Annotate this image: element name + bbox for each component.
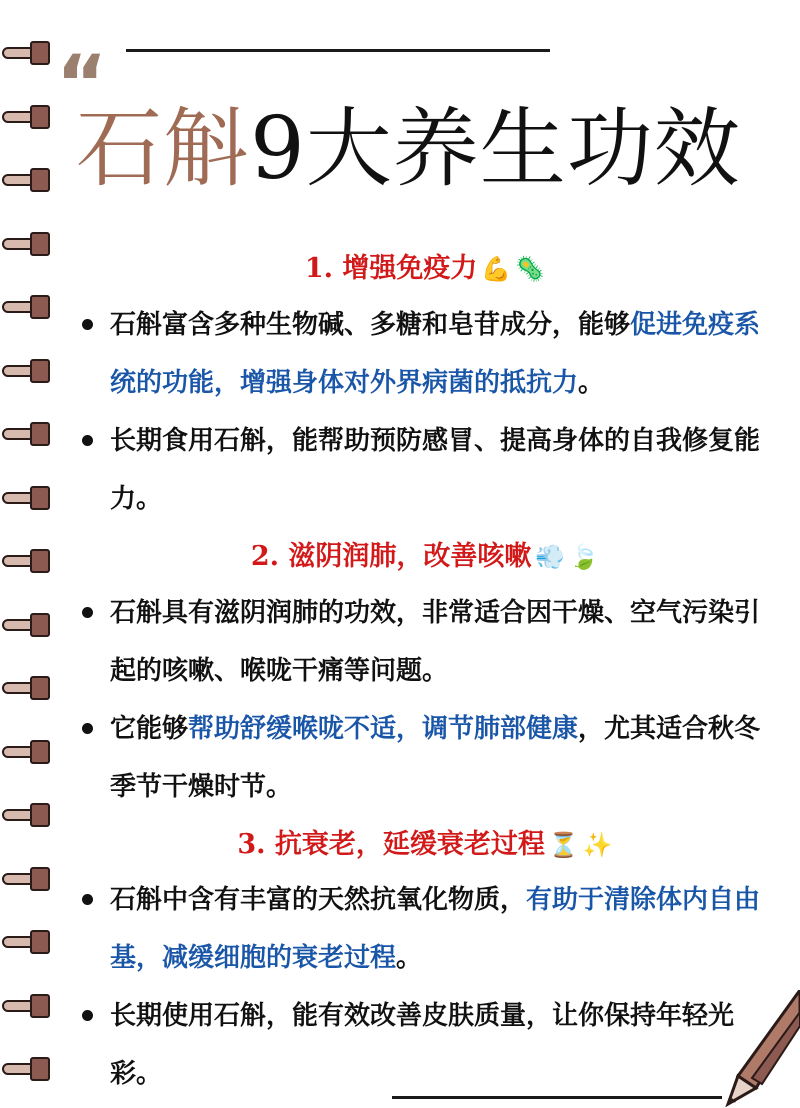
binding-ring [0,548,50,570]
bullet-text-end: ，尤其适合秋冬季节干燥时节。 [110,713,761,802]
binding-ring [0,40,50,62]
ring-hole [30,803,50,827]
bullet-dot-icon [82,1010,93,1021]
section-title-text: 2. 滋阴润肺，改善咳嗽 [250,540,532,572]
binding-ring [0,802,50,824]
binding-ring [0,167,50,189]
bullet-item [80,871,770,987]
bullet-text: 石斛中含有丰富的天然抗氧化物质， [110,885,527,916]
top-divider [126,49,550,52]
section-title [80,826,770,864]
ring-hole [30,676,50,700]
binding-ring [0,612,50,634]
quote-mark-icon: “ [56,40,108,130]
bullet-text-end: 。 [578,367,605,398]
ring-hole [30,168,50,192]
ring-hole [30,295,50,319]
bullet-list [80,871,770,1103]
binding-ring [0,993,50,1015]
bullet-text: 长期食用石斛，能帮助预防感冒、提高身体的自我修复能力。 [110,425,761,514]
binding-ring [0,358,50,380]
bullet-text: 石斛富含多种生物碱、多糖和皂苷成分，能够 [110,309,631,340]
binding-ring [0,421,50,443]
wind-icon: 💨 [535,541,566,571]
section-title [80,250,770,288]
bullet-text: 石斛具有滋阴润肺的功效，非常适合因干燥、空气污染引起的咳嗽、喉咙干痛等问题。 [110,597,761,686]
spiral-binding [0,0,60,1108]
bullet-item [80,987,770,1103]
ring-hole [30,994,50,1018]
hourglass-icon: ⏳ [548,829,579,859]
sparkles-icon: ✨ [582,829,613,859]
binding-ring [0,1056,50,1078]
bullet-item [80,296,770,412]
title-accent: 石斛 [76,99,250,199]
ring-hole [30,867,50,891]
section-lungs [80,538,770,816]
pencil-icon [716,990,800,1108]
bullet-dot-icon [82,607,93,618]
page-title [76,100,796,199]
binding-ring [0,231,50,253]
bullet-list [80,296,770,528]
bottom-divider [392,1096,722,1099]
binding-ring [0,294,50,316]
bullet-dot-icon [82,723,93,734]
ring-hole [30,613,50,637]
flexed-bicep-icon: 💪 [481,254,512,283]
binding-ring [0,866,50,888]
binding-ring [0,739,50,761]
ring-hole [30,359,50,383]
bullet-item [80,584,770,700]
section-anti-aging [80,826,770,1104]
ring-hole [30,41,50,65]
ring-hole [30,232,50,256]
content [80,240,770,1103]
microbe-icon: 🦠 [515,254,546,283]
ring-hole [30,1057,50,1081]
ring-hole [30,105,50,129]
section-title [80,538,770,576]
bullet-dot-icon [82,435,93,446]
bullet-text: 它能够 [110,713,189,744]
ring-hole [30,740,50,764]
leaf-icon: 🍃 [569,541,600,571]
bullet-item [80,700,770,816]
section-immunity [80,250,770,528]
ring-hole [30,422,50,446]
ring-hole [30,930,50,954]
bullet-dot-icon [82,894,93,905]
bullet-dot-icon [82,319,93,330]
binding-ring [0,104,50,126]
bullet-list [80,584,770,816]
bullet-text: 长期使用石斛，能有效改善皮肤质量，让你保持年轻光彩。 [110,1001,735,1090]
bullet-item [80,412,770,528]
section-title-text: 3. 抗衰老，延缓衰老过程 [237,828,545,860]
bullet-highlight: 帮助舒缓喉咙不适，调节肺部健康 [188,713,579,744]
bullet-highlight: 有助于清除体内自由基，减缓细胞的衰老过程 [110,885,761,974]
section-title-text: 1. 增强免疫力 [304,253,478,284]
ring-hole [30,486,50,510]
bullet-highlight: 促进免疫系统的功能，增强身体对外界病菌的抵抗力 [110,309,761,398]
title-rest: 9大养生功效 [250,99,741,199]
binding-ring [0,675,50,697]
ring-hole [30,549,50,573]
binding-ring [0,485,50,507]
binding-ring [0,929,50,951]
bullet-text-end: 。 [396,943,423,974]
